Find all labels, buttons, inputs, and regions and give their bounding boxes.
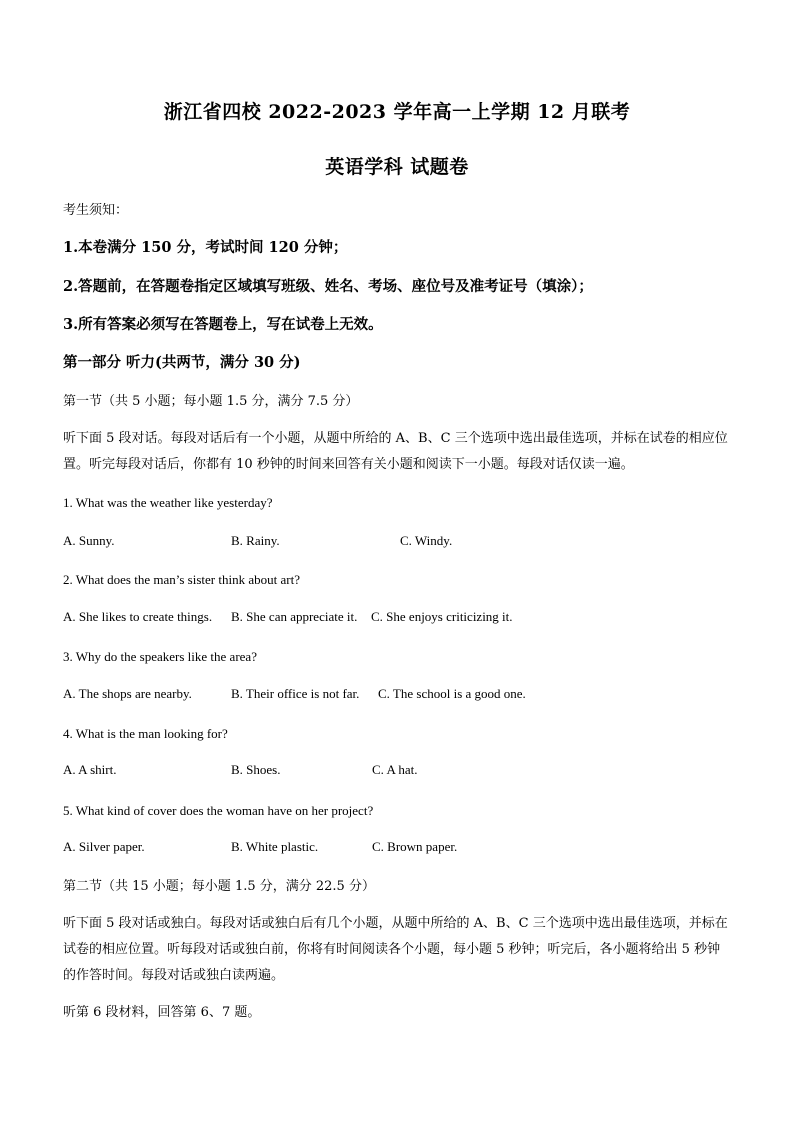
option-a: A. Silver paper. (63, 839, 145, 854)
option-a: A. A shirt. (63, 762, 117, 777)
option-b: B. She can appreciate it. (231, 609, 358, 624)
option-a: A. Sunny. (63, 533, 115, 548)
option-c: C. She enjoys criticizing it. (371, 609, 513, 624)
question-stem: 1. What was the weather like yesterday? (63, 495, 273, 510)
question-stem: 5. What kind of cover does the woman have on her project? (63, 803, 374, 818)
section2-heading: 第二节（共 15 小题；每小题 1.5 分，满分 22.5 分） (63, 879, 375, 894)
option-c: C. A hat. (372, 762, 418, 777)
option-a: A. She likes to create things. (63, 609, 213, 624)
question-stem: 2. What does the man’s sister think about art? (63, 572, 300, 587)
question-stem: 4. What is the man looking for? (63, 726, 228, 741)
option-a: A. The shops are nearby. (63, 686, 192, 701)
section2-instructions: 听下面 5 段对话或独白。每段对话或独白后有几个小题，从题中所给的 A、B、C 三个选项中选出最佳选项，并标在试卷的相应位置。听每段对话或独白前，你将有时间阅读各个小题，每小题 5 秒钟；听完后，各小题将给出 5 秒钟的作答时间。每段对话或独白读两遍。 (63, 916, 728, 983)
option-b: B. White plastic. (231, 839, 319, 854)
option-c: C. Windy. (400, 533, 453, 548)
notice-item-2: 2.答题前，在答题卷指定区域填写班级、姓名、考场、座位号及准考证号（填涂）； (63, 278, 593, 295)
notice-label: 考生须知： (63, 203, 129, 218)
option-b: B. Their office is not far. (231, 686, 360, 701)
material-note: 听第 6 段材料，回答第 6、7 题。 (63, 1005, 261, 1020)
exam-subtitle: 英语学科 试题卷 (325, 156, 469, 178)
section1-heading: 第一节（共 5 小题；每小题 1.5 分，满分 7.5 分） (63, 394, 359, 409)
question-stem: 3. Why do the speakers like the area? (63, 649, 257, 664)
option-c: C. Brown paper. (372, 839, 458, 854)
part1-heading: 第一部分 听力(共两节，满分 30 分) (63, 354, 301, 371)
option-b: B. Rainy. (231, 533, 280, 548)
option-c: C. The school is a good one. (378, 686, 526, 701)
option-b: B. Shoes. (231, 762, 281, 777)
notice-item-3: 3.所有答案必须写在答题卷上，写在试卷上无效。 (63, 316, 383, 333)
exam-title: 浙江省四校 2022-2023 学年高一上学期 12 月联考 (163, 101, 631, 123)
section1-instructions: 听下面 5 段对话。每段对话后有一个小题，从题中所给的 A、B、C 三个选项中选出最佳选项，并标在试卷的相应位置。听完每段对话后，你都有 10 秒钟的时间来回答有关小题和阅读下一小题。每段对话仅读一遍。 (63, 431, 728, 472)
notice-item-1: 1.本卷满分 150 分，考试时间 120 分钟； (63, 239, 348, 256)
